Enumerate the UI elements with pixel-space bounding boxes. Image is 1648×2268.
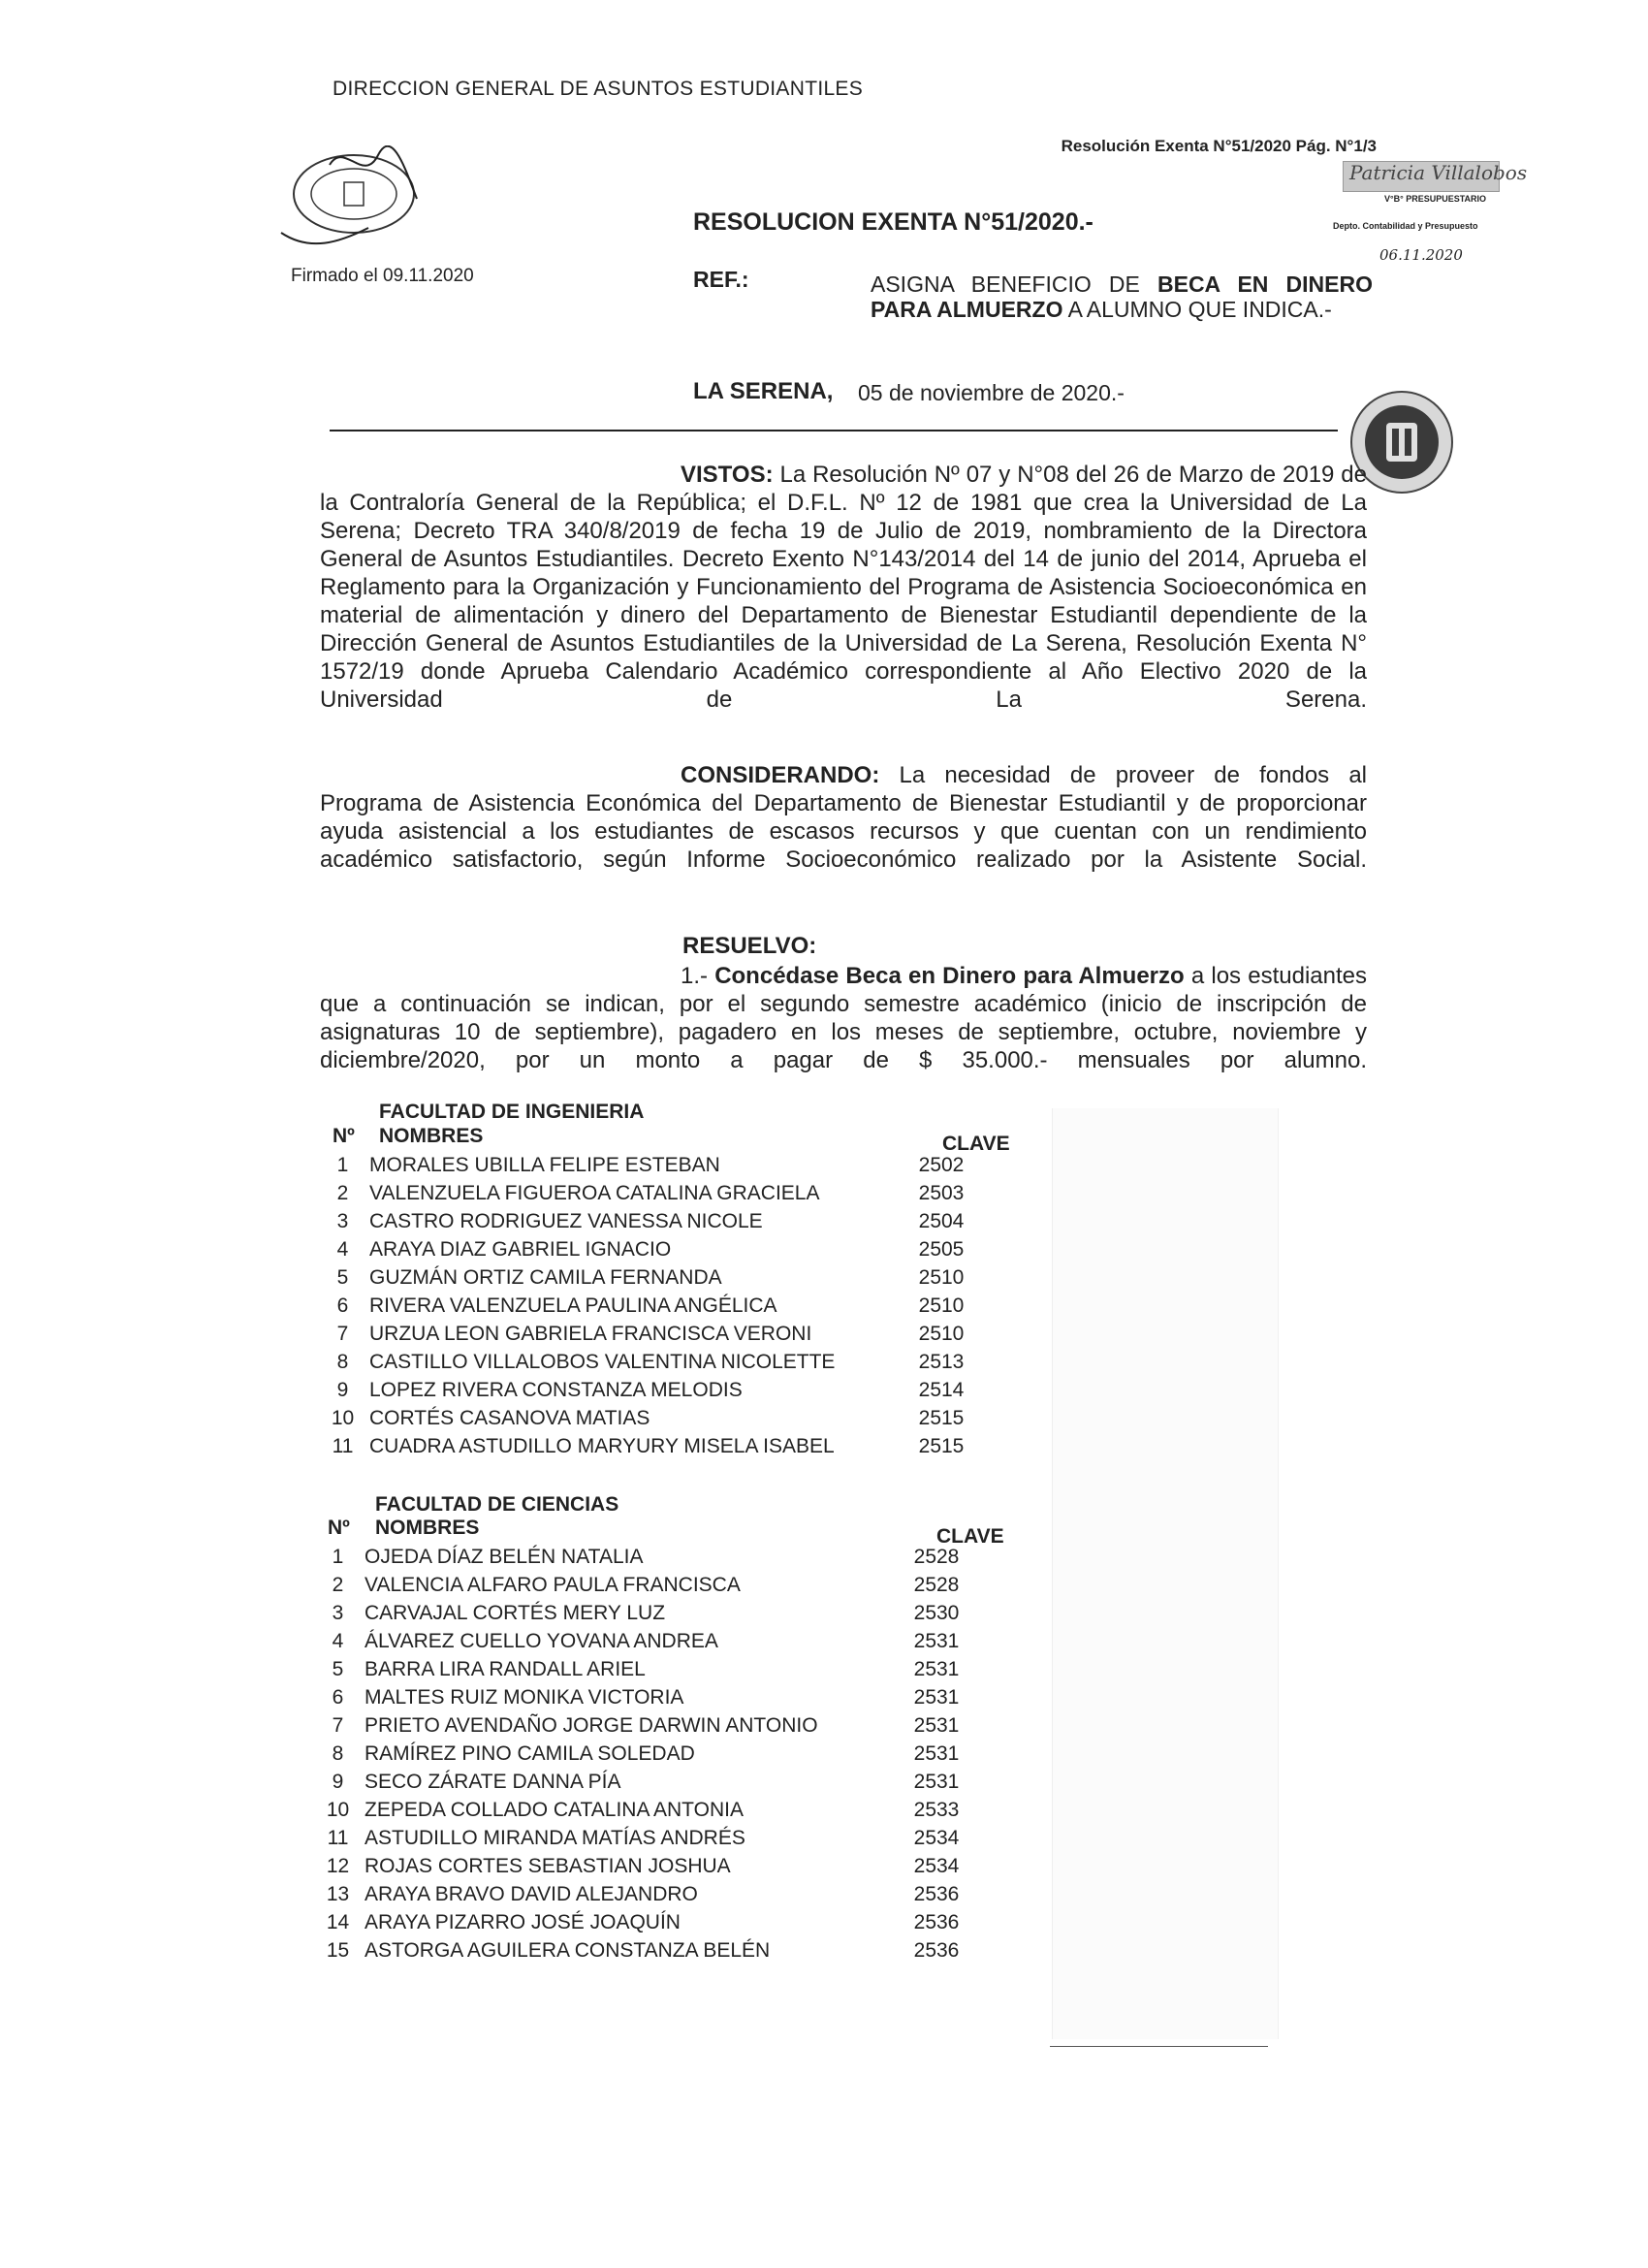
row-number: 11 [332, 1435, 354, 1457]
table-row [311, 1911, 966, 1939]
student-name: OJEDA DÍAZ BELÉN NATALIA [364, 1546, 644, 1568]
student-name: CASTILLO VILLALOBOS VALENTINA NICOLETTE [369, 1351, 836, 1373]
student-name: SECO ZÁRATE DANNA PÍA [364, 1771, 621, 1793]
finance-seal-icon [271, 145, 436, 262]
student-clave: 2531 [913, 1630, 960, 1652]
table-row [316, 1435, 970, 1463]
student-clave: 2528 [913, 1546, 960, 1568]
row-number: 8 [332, 1742, 344, 1765]
ref-label: REF.: [693, 267, 749, 292]
place: LA SERENA, [693, 378, 834, 404]
student-clave: 2504 [918, 1210, 965, 1232]
row-number: 6 [336, 1294, 349, 1317]
student-name: MALTES RUIZ MONIKA VICTORIA [364, 1686, 684, 1709]
student-clave: 2528 [913, 1574, 960, 1596]
col-name-header: NOMBRES [375, 1517, 480, 1539]
row-number: 3 [332, 1602, 344, 1624]
row-number: 6 [332, 1686, 344, 1709]
table-row [316, 1266, 970, 1294]
row-number: 10 [331, 1407, 355, 1429]
student-name: ROJAS CORTES SEBASTIAN JOSHUA [364, 1855, 731, 1877]
students-table-ciencias [311, 1546, 966, 1967]
student-name: ASTUDILLO MIRANDA MATÍAS ANDRÉS [364, 1827, 745, 1849]
row-number: 5 [332, 1658, 344, 1680]
row-number: 8 [336, 1351, 349, 1373]
student-clave: 2534 [913, 1827, 960, 1849]
row-number: 1 [336, 1154, 349, 1176]
table-row [316, 1154, 970, 1182]
table-row [311, 1574, 966, 1602]
student-clave: 2531 [913, 1742, 960, 1765]
student-name: ARAYA DIAZ GABRIEL IGNACIO [369, 1238, 672, 1261]
table-row [316, 1210, 970, 1238]
table-row [311, 1658, 966, 1686]
col-num-header: Nº [328, 1517, 350, 1539]
student-clave: 2536 [913, 1939, 960, 1962]
table-row [316, 1182, 970, 1210]
student-name: BARRA LIRA RANDALL ARIEL [364, 1658, 646, 1680]
table-row [311, 1602, 966, 1630]
student-clave: 2531 [913, 1771, 960, 1793]
student-name: MORALES UBILLA FELIPE ESTEBAN [369, 1154, 720, 1176]
student-name: LOPEZ RIVERA CONSTANZA MELODIS [369, 1379, 743, 1401]
budget-stamp-dept: Depto. Contabilidad y Presupuesto [1333, 221, 1478, 231]
divider [330, 430, 1338, 431]
row-number: 2 [336, 1182, 349, 1204]
row-number: 7 [336, 1323, 349, 1345]
student-name: URZUA LEON GABRIELA FRANCISCA VERONI [369, 1323, 812, 1345]
student-clave: 2515 [918, 1435, 965, 1457]
row-number: 1 [332, 1546, 344, 1568]
row-number: 4 [332, 1630, 344, 1652]
student-clave: 2510 [918, 1294, 965, 1317]
student-clave: 2536 [913, 1883, 960, 1905]
table-row [316, 1351, 970, 1379]
student-name: CARVAJAL CORTÉS MERY LUZ [364, 1602, 666, 1624]
student-name: RIVERA VALENZUELA PAULINA ANGÉLICA [369, 1294, 777, 1317]
student-name: ARAYA PIZARRO JOSÉ JOAQUÍN [364, 1911, 681, 1933]
student-name: CUADRA ASTUDILLO MARYURY MISELA ISABEL [369, 1435, 835, 1457]
considerando-paragraph: CONSIDERANDO: La necesidad de proveer de fondos al Programa de Asistencia Económica del Departamento de Bienestar Estudiantil y de proporcionar ayuda asistencial a los estudiantes de escasos recursos y que cuentan con un rendimiento académico satisfactorio, según Informe Socioeconómico realizado por la Asistente Social. [320, 762, 1368, 873]
budget-stamp-label: V°B° PRESUPUESTARIO [1384, 194, 1487, 204]
student-clave: 2536 [913, 1911, 960, 1933]
table-row [311, 1742, 966, 1771]
student-name: ARAYA BRAVO DAVID ALEJANDRO [364, 1883, 698, 1905]
sticky-note [1052, 1108, 1279, 2039]
page-reference: Resolución Exenta N°51/2020 Pág. N°1/3 [1061, 137, 1377, 155]
student-name: GUZMÁN ORTIZ CAMILA FERNANDA [369, 1266, 722, 1289]
row-number: 10 [326, 1799, 350, 1821]
table-row [316, 1407, 970, 1435]
budget-stamp-date: 06.11.2020 [1379, 246, 1463, 264]
student-clave: 2502 [918, 1154, 965, 1176]
student-clave: 2515 [918, 1407, 965, 1429]
row-number: 9 [336, 1379, 349, 1401]
student-name: ZEPEDA COLLADO CATALINA ANTONIA [364, 1799, 744, 1821]
table-row [311, 1939, 966, 1967]
row-number: 7 [332, 1714, 344, 1737]
resuelvo-heading: RESUELVO: [682, 933, 817, 959]
department-header: DIRECCION GENERAL DE ASUNTOS ESTUDIANTILES [333, 78, 864, 100]
table-row [311, 1799, 966, 1827]
student-clave: 2534 [913, 1855, 960, 1877]
row-number: 4 [336, 1238, 349, 1261]
student-clave: 2531 [913, 1714, 960, 1737]
student-name: ASTORGA AGUILERA CONSTANZA BELÉN [364, 1939, 771, 1962]
row-number: 9 [332, 1771, 344, 1793]
table-row [311, 1546, 966, 1574]
table-row [311, 1686, 966, 1714]
row-number: 14 [326, 1911, 350, 1933]
table-row [311, 1630, 966, 1658]
students-table-ingenieria [316, 1154, 970, 1463]
student-name: RAMÍREZ PINO CAMILA SOLEDAD [364, 1742, 695, 1765]
row-number: 15 [326, 1939, 350, 1962]
student-name: PRIETO AVENDAÑO JORGE DARWIN ANTONIO [364, 1714, 818, 1737]
student-clave: 2530 [913, 1602, 960, 1624]
student-clave: 2510 [918, 1323, 965, 1345]
resuelvo-paragraph: 1.- Concédase Beca en Dinero para Almuerzo a los estudiantes que a continuación se indican, por el segundo semestre académico (inicio de inscripción de asignaturas 10 de septiembre), pagadero en los meses de septiembre, octubre, noviembre y diciembre/2020, por un monto a pagar de $ 35.000.- mensuales por alumno. [320, 963, 1367, 1073]
col-num-header: Nº [333, 1125, 355, 1147]
student-name: ÁLVAREZ CUELLO YOVANA ANDREA [364, 1630, 718, 1652]
row-number: 12 [326, 1855, 350, 1877]
faculty-title: FACULTAD DE CIENCIAS [375, 1493, 619, 1516]
col-clave-header: CLAVE [936, 1525, 1004, 1548]
row-number: 11 [327, 1827, 349, 1849]
row-number: 2 [332, 1574, 344, 1596]
table-row [311, 1855, 966, 1883]
student-clave: 2533 [913, 1799, 960, 1821]
row-number: 5 [336, 1266, 349, 1289]
table-row [316, 1323, 970, 1351]
faculty-title: FACULTAD DE INGENIERIA [379, 1101, 645, 1123]
col-name-header: NOMBRES [379, 1125, 484, 1147]
student-clave: 2514 [918, 1379, 965, 1401]
table-row [311, 1714, 966, 1742]
col-clave-header: CLAVE [942, 1133, 1010, 1155]
table-row [316, 1294, 970, 1323]
signed-date: Firmado el 09.11.2020 [291, 266, 474, 286]
table-row [316, 1379, 970, 1407]
sticky-note-line [1050, 2046, 1268, 2047]
row-number: 13 [326, 1883, 350, 1905]
student-clave: 2531 [913, 1658, 960, 1680]
table-row [311, 1827, 966, 1855]
ref-text: ASIGNA BENEFICIO DE BECA EN DINERO PARA ALMUERZO A ALUMNO QUE INDICA.- [871, 272, 1374, 322]
student-name: VALENCIA ALFARO PAULA FRANCISCA [364, 1574, 741, 1596]
resolution-title: RESOLUCION EXENTA N°51/2020.- [693, 208, 1093, 236]
student-name: VALENZUELA FIGUEROA CATALINA GRACIELA [369, 1182, 820, 1204]
student-clave: 2513 [918, 1351, 965, 1373]
budget-signature: Patricia Villalobos [1349, 161, 1528, 184]
table-row [311, 1883, 966, 1911]
document-date: 05 de noviembre de 2020.- [858, 380, 1125, 405]
student-clave: 2503 [918, 1182, 965, 1204]
vistos-paragraph: VISTOS: La Resolución Nº 07 y N°08 del 26 de Marzo de 2019 de la Contraloría General de la República; el D.F.L. Nº 12 de 1981 que crea la Universidad de La Serena; Decreto TRA 340/8/2019 de fecha 19 de Julio de 2019, nombramiento de la Directora General de Asuntos Estudiantiles. Decreto Exento N°143/2014 del 14 de junio del 2014, Aprueba el Reglamento para la Organización y Funcionamiento del Programa de Asistencia Socioeconómica en material de alimentación y dinero del Departamento de Bienestar Estudiantil dependiente de la Dirección General de Asuntos Estudiantiles de la Universidad de La Serena, Resolución Exenta N° 1572/19 donde Aprueba Calendario Académico correspondiente al Año Electivo 2020 de la Universidad de La Serena. [320, 462, 1367, 713]
student-clave: 2510 [918, 1266, 965, 1289]
student-clave: 2505 [918, 1238, 965, 1261]
student-name: CASTRO RODRIGUEZ VANESSA NICOLE [369, 1210, 763, 1232]
student-name: CORTÉS CASANOVA MATIAS [369, 1407, 650, 1429]
row-number: 3 [336, 1210, 349, 1232]
table-row [311, 1771, 966, 1799]
table-row [316, 1238, 970, 1266]
student-clave: 2531 [913, 1686, 960, 1709]
